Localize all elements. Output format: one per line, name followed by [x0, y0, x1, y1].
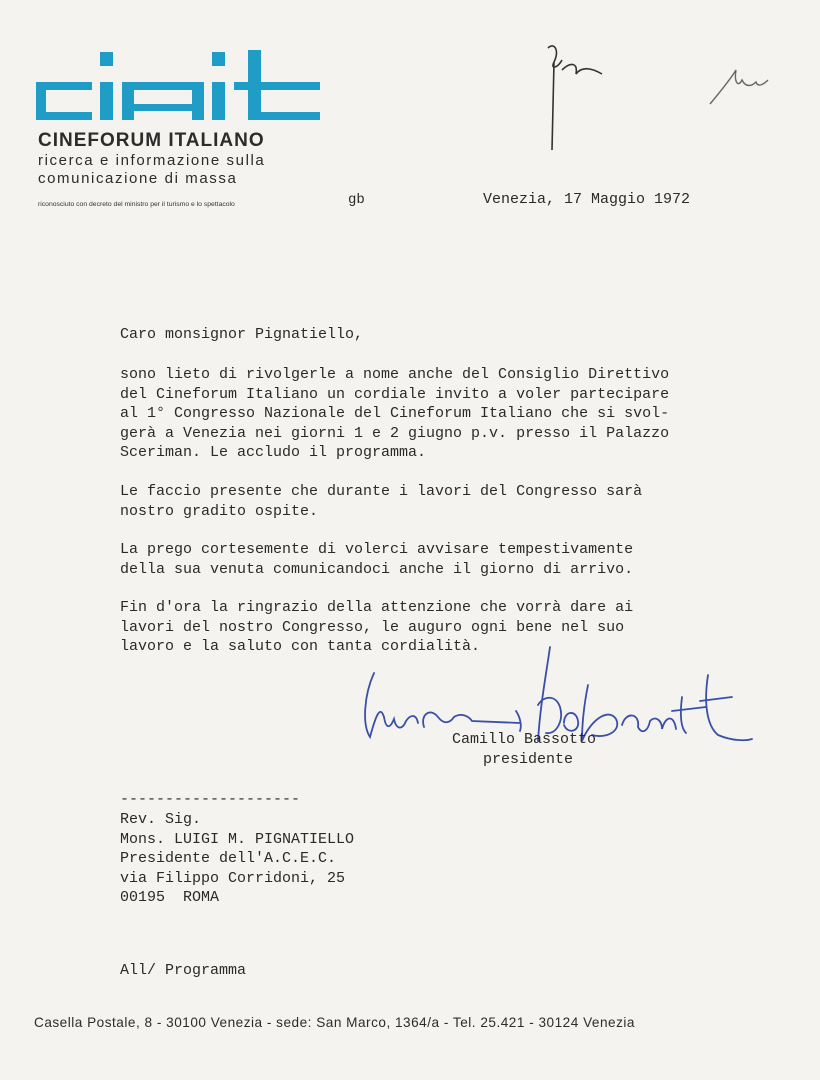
organization-name: CINEFORUM ITALIANO [38, 130, 265, 151]
reference-initials: gb [348, 192, 365, 208]
signer-role: presidente [483, 751, 574, 768]
salutation: Caro monsignor Pignatiello, [120, 326, 364, 343]
body-paragraph: La prego cortesemente di volerci avvisare tempestivamente della sua venuta comunicandoci anche il giorno di arrivo. [120, 541, 634, 578]
body-paragraph: sono lieto di rivolgerle a nome anche del Consiglio Direttivo del Cineforum Italiano un cordiale invito a voler partecipare al 1° Congresso Nazionale del Cineforum Italiano che si svol- gerà a Venezia nei giorni 1 e 2 giugno p.v. presso il Palazzo Sceriman. Le accludo il programma. [120, 366, 670, 461]
address-line: via Filippo Corridoni, 25 [120, 869, 346, 887]
separator-line: -------------------- [120, 791, 301, 808]
recognition-note: riconosciuto con decreto del ministro per il turismo e lo spettacolo [38, 201, 235, 208]
enclosure-note: All/ Programma [120, 962, 247, 979]
organization-tagline [38, 152, 265, 188]
tagline-line: comunicazione di massa [38, 170, 238, 187]
address-line: Rev. Sig. [120, 811, 202, 828]
address-line: Mons. LUIGI M. PIGNATIELLO [120, 830, 355, 848]
letterhead-footer: Casella Postale, 8 - 30100 Venezia - sede: San Marco, 1364/a - Tel. 25.421 - 30124 Venezia [34, 1015, 635, 1030]
tagline-line: ricerca e informazione sulla [38, 152, 266, 169]
cinit-logo [36, 48, 320, 124]
letter-date: Venezia, 17 Maggio 1972 [483, 191, 691, 208]
body-paragraph: Le faccio presente che durante i lavori del Congresso sarà nostro gradito ospite. [120, 483, 643, 520]
signer-name: Camillo Bassotto [452, 731, 597, 748]
handwritten-initials-mark [540, 40, 610, 155]
address-line: Presidente dell'A.C.E.C. [120, 850, 337, 867]
address-line: 00195 ROMA [120, 889, 220, 906]
handwritten-annotation-mark [708, 62, 770, 108]
recipient-address [120, 810, 354, 908]
body-paragraph: Fin d'ora la ringrazio della attenzione che vorrà dare ai lavori del nostro Congresso, le auguro ogni bene nel suo lavoro e la saluto con tanta cordialità. [120, 599, 634, 655]
